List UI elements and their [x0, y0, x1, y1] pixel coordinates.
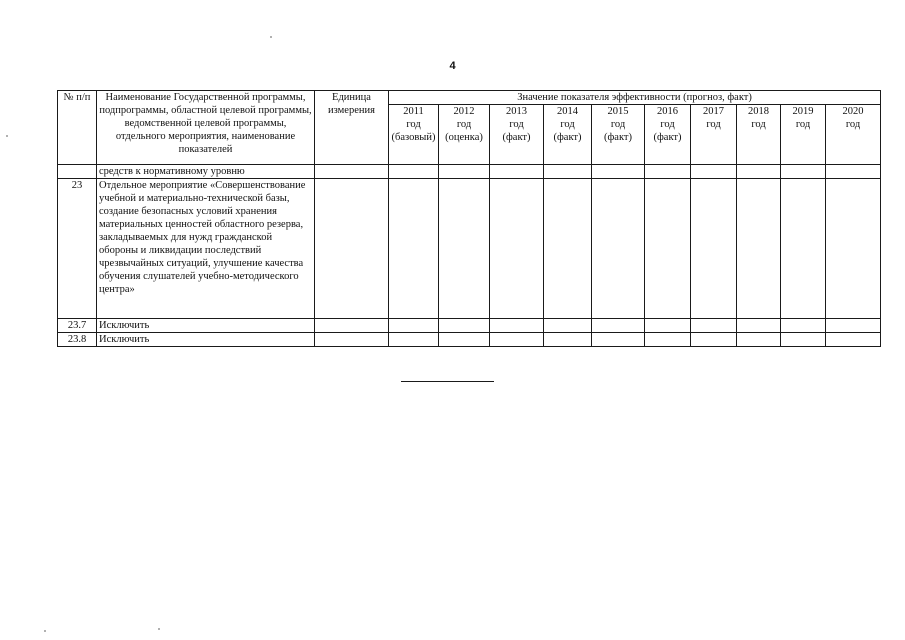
year-2017-header — [691, 105, 737, 165]
value-cell — [389, 319, 439, 333]
value-cell — [645, 333, 691, 347]
value-cell — [781, 165, 826, 179]
row-unit — [315, 179, 389, 319]
year-word: год — [660, 119, 675, 130]
header-value-group: Значение показателя эффективности (прогноз, факт) — [389, 91, 881, 105]
table-row — [58, 319, 881, 333]
value-cell — [826, 319, 881, 333]
value-cell — [826, 165, 881, 179]
year-word: год — [751, 119, 766, 130]
year-2018-header — [737, 105, 781, 165]
year-2012-header — [439, 105, 490, 165]
year-label: 2013 — [506, 106, 527, 117]
scan-speck — [44, 630, 46, 632]
year-word: год — [560, 119, 575, 130]
table-row — [58, 165, 881, 179]
value-cell — [691, 179, 737, 319]
row-name: средств к нормативному уровню — [97, 165, 315, 179]
value-cell — [691, 165, 737, 179]
scan-speck — [6, 135, 8, 137]
value-cell — [544, 333, 592, 347]
table-row — [58, 333, 881, 347]
row-num: 23.7 — [58, 319, 97, 333]
year-2014-header — [544, 105, 592, 165]
year-note: (факт) — [603, 132, 632, 143]
year-word: год — [406, 119, 421, 130]
value-cell — [490, 319, 544, 333]
year-word: год — [706, 119, 721, 130]
row-unit — [315, 333, 389, 347]
value-cell — [737, 165, 781, 179]
value-cell — [544, 319, 592, 333]
value-cell — [781, 179, 826, 319]
value-cell — [490, 165, 544, 179]
value-cell — [645, 319, 691, 333]
year-word: год — [456, 119, 472, 130]
year-label: 2014 — [557, 106, 578, 117]
value-cell — [439, 179, 490, 319]
year-word: год — [509, 119, 524, 130]
value-cell — [645, 165, 691, 179]
year-label: 2017 — [703, 106, 724, 117]
year-note: (факт) — [502, 132, 531, 143]
year-label: 2015 — [607, 106, 629, 117]
row-num — [58, 165, 97, 179]
value-cell — [737, 319, 781, 333]
year-2011-header — [389, 105, 439, 165]
row-unit — [315, 319, 389, 333]
value-cell — [737, 179, 781, 319]
value-cell — [389, 179, 439, 319]
year-label: 2011 — [403, 106, 424, 117]
value-cell — [737, 333, 781, 347]
year-2019-header — [781, 105, 826, 165]
year-note: (оценка) — [445, 132, 483, 143]
value-cell — [389, 165, 439, 179]
row-name: Исключить — [97, 319, 315, 333]
value-cell — [592, 165, 645, 179]
year-label: 2018 — [748, 106, 769, 117]
value-cell — [781, 333, 826, 347]
value-cell — [544, 179, 592, 319]
row-num: 23 — [58, 179, 97, 319]
value-cell — [691, 319, 737, 333]
value-cell — [592, 179, 645, 319]
row-name: Отдельное мероприятие «Совершенствование учебной и материально-технической базы, создание безопасных условий хранения материальных ценностей областного резерва, закладываемых для нужд гражданской обороны и ликвидации последствий чрезвычайных ситуаций, улучшение качества обучения слушателей учебно-методического центра» — [97, 179, 315, 319]
value-cell — [826, 333, 881, 347]
year-note: (базовый) — [391, 132, 436, 143]
value-cell — [439, 333, 490, 347]
table-row — [58, 179, 881, 319]
year-label: 2020 — [842, 106, 864, 117]
year-label: 2012 — [453, 106, 475, 117]
value-cell — [645, 179, 691, 319]
year-word: год — [845, 119, 861, 130]
scan-speck — [158, 628, 160, 630]
value-cell — [490, 333, 544, 347]
row-name: Исключить — [97, 333, 315, 347]
value-cell — [439, 319, 490, 333]
scan-speck — [270, 36, 272, 38]
header-name: Наименование Государственной программы, подпрограммы, областной целевой программы, ведомственной целевой программы, отдельного мероприятия, наименование показателей — [97, 91, 315, 165]
header-unit: Единица измерения — [315, 91, 389, 165]
value-cell — [389, 333, 439, 347]
value-cell — [592, 319, 645, 333]
year-label: 2016 — [657, 106, 678, 117]
year-note: (факт) — [553, 132, 582, 143]
row-unit — [315, 165, 389, 179]
value-cell — [826, 179, 881, 319]
value-cell — [439, 165, 490, 179]
year-note: (факт) — [653, 132, 682, 143]
header-num: № п/п — [58, 91, 97, 165]
year-2015-header — [592, 105, 645, 165]
footer-divider — [401, 381, 494, 382]
value-cell — [490, 179, 544, 319]
value-cell — [781, 319, 826, 333]
year-label: 2019 — [792, 106, 814, 117]
year-word: год — [795, 119, 811, 130]
value-cell — [592, 333, 645, 347]
year-2013-header — [490, 105, 544, 165]
year-2016-header — [645, 105, 691, 165]
indicator-table — [57, 90, 881, 347]
page-number: 4 — [449, 60, 456, 72]
year-word: год — [610, 119, 626, 130]
year-2020-header — [826, 105, 881, 165]
value-cell — [544, 165, 592, 179]
row-num: 23.8 — [58, 333, 97, 347]
value-cell — [691, 333, 737, 347]
